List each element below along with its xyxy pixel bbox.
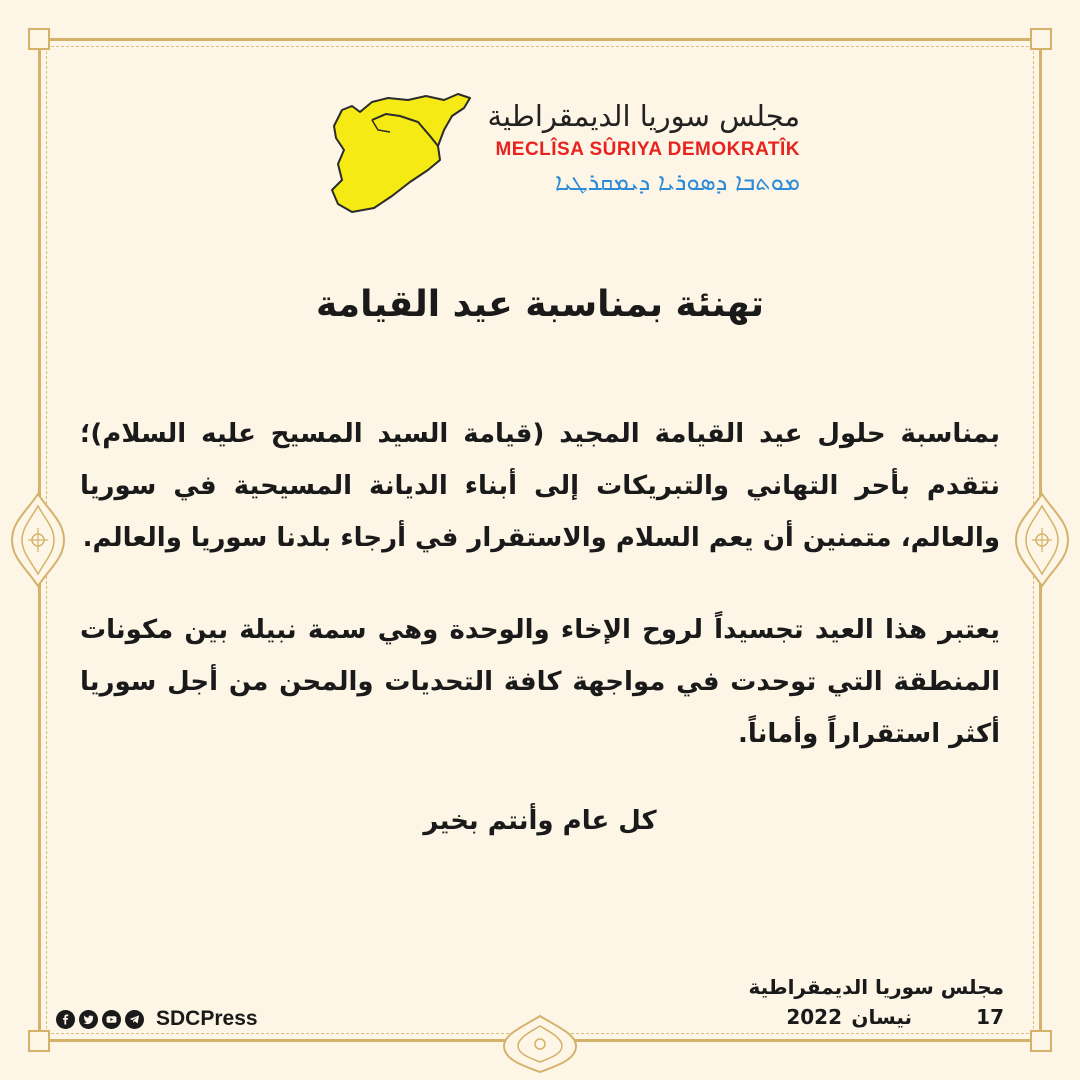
org-name-syriac: ܡܘܬܒܐ ܕܣܘܪܝܐ ܕܝܡܩܪܛܝܐ (554, 168, 800, 196)
paragraph-greeting: بمناسبة حلول عيد القيامة المجيد (قيامة السيد المسيح عليه السلام)؛ نتقدم بأحر التهاني والتبريكات إلى أبناء الديانة المسيحية في سوريا والعالم، متمنين أن يعم السلام والاستقرار في أرجاء بلدنا سوريا والعالم. (80, 419, 1000, 553)
bottom-ornament-icon (500, 1012, 580, 1074)
right-ornament-icon (1014, 492, 1070, 588)
facebook-icon[interactable] (56, 1010, 75, 1029)
date-month: نيسان (851, 1005, 912, 1029)
corner-bottom-right (1030, 1030, 1052, 1052)
social-handle[interactable]: SDCPress (156, 1007, 258, 1030)
youtube-icon[interactable] (102, 1010, 121, 1029)
page-title: تهنئة بمناسبة عيد القيامة (315, 284, 765, 325)
footer-date (744, 1002, 1004, 1032)
twitter-icon[interactable] (79, 1010, 98, 1029)
org-name-kurdish: MECLÎSA SÛRIYA DEMOKRATÎK (495, 139, 800, 160)
date-day: 17 (976, 1005, 1004, 1029)
telegram-icon[interactable] (125, 1010, 144, 1029)
corner-bottom-left (28, 1030, 50, 1052)
footer-org-name: مجلس سوريا الديمقراطية (748, 975, 1004, 999)
left-ornament-icon (10, 492, 66, 588)
corner-top-left (28, 28, 50, 50)
closing-line: كل عام وأنتم بخير (423, 806, 657, 836)
social-links (56, 1006, 258, 1032)
paragraph-meaning: يعتبر هذا العيد تجسيداً لروح الإخاء والوحدة وهي سمة نبيلة بين مكونات المنطقة التي توحدت في مواجهة كافة التحديات والمحن من أجل سوريا أكثر استقراراً وأماناً. (80, 615, 1000, 749)
org-name-arabic: مجلس سوريا الديمقراطية (487, 99, 800, 133)
organization-logo-text (480, 96, 800, 200)
syria-map-logo-icon (330, 92, 472, 214)
date-year: 2022 (786, 1005, 842, 1029)
corner-top-right (1030, 28, 1052, 50)
